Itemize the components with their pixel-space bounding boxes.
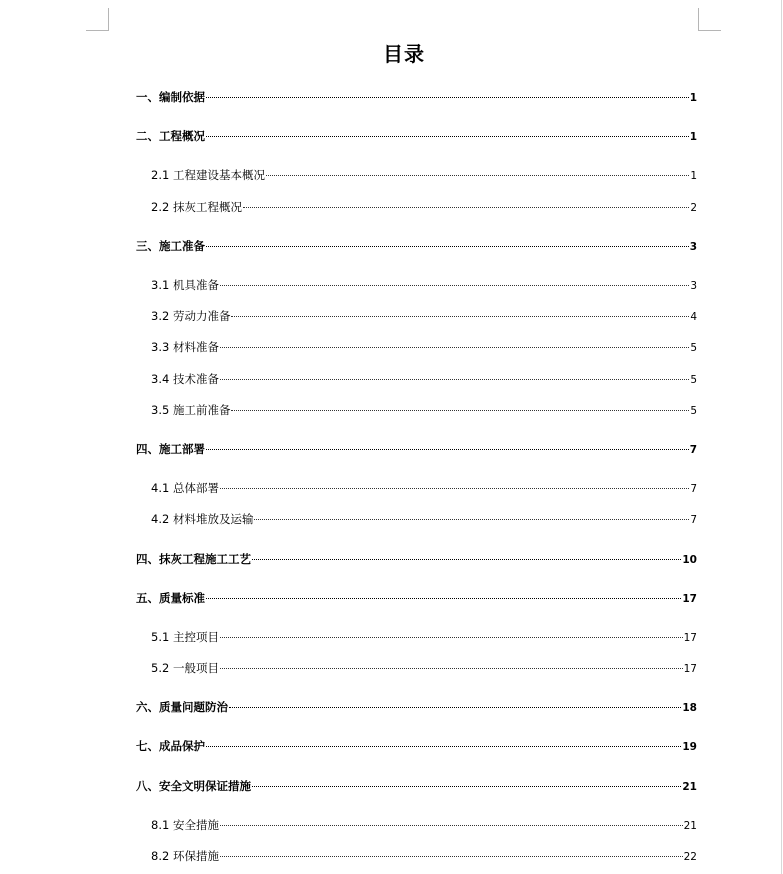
toc-entry-label: 四、抹灰工程施工工艺 [136, 552, 251, 566]
toc-entry-chapter[interactable] [136, 778, 697, 794]
toc-entry-section[interactable] [151, 339, 697, 355]
toc-dot-leader [252, 558, 681, 560]
toc-entry-chapter[interactable] [136, 89, 697, 105]
toc-dot-leader [229, 706, 681, 708]
toc-page-number: 3 [690, 280, 697, 292]
toc-page-number: 5 [690, 405, 697, 417]
toc-entry-label: 3.1 机具准备 [151, 278, 219, 292]
toc-entry-label: 2.1 工程建设基本概况 [151, 168, 265, 182]
toc-dot-leader [220, 855, 683, 857]
toc-entry-chapter[interactable] [136, 441, 697, 457]
toc-entry-chapter[interactable] [136, 738, 697, 754]
toc-dot-leader [206, 597, 681, 599]
toc-dot-leader [266, 174, 689, 176]
toc-page-number: 7 [690, 483, 697, 495]
toc-entry-chapter[interactable] [136, 128, 697, 144]
toc-page-number: 2 [690, 202, 697, 214]
toc-entry-section[interactable] [151, 848, 697, 864]
toc-entry-label: 三、施工准备 [136, 239, 205, 253]
toc-entry-label: 六、质量问题防治 [136, 700, 228, 714]
toc-entry-section[interactable] [151, 371, 697, 387]
toc-dot-leader [220, 284, 689, 286]
toc-entry-label: 3.5 施工前准备 [151, 403, 231, 417]
toc-page-number: 4 [690, 311, 697, 323]
toc-dot-leader [206, 135, 689, 137]
toc-dot-leader [206, 96, 689, 98]
toc-page-number: 1 [689, 92, 697, 104]
toc-page-number: 7 [690, 514, 697, 526]
toc-entry-chapter[interactable] [136, 699, 697, 715]
toc-entry-label: 2.2 抹灰工程概况 [151, 200, 242, 214]
toc-entry-section[interactable] [151, 511, 697, 527]
toc-entry-label: 5.1 主控项目 [151, 630, 219, 644]
toc-entry-label: 3.4 技术准备 [151, 372, 219, 386]
toc-entry-label: 八、安全文明保证措施 [136, 779, 251, 793]
toc-page-number: 17 [682, 593, 697, 605]
toc-entry-label: 4.2 材料堆放及运输 [151, 512, 254, 526]
toc-dot-leader [231, 315, 689, 317]
page-title: 目录 [383, 42, 425, 66]
toc-entry-label: 七、成品保护 [136, 739, 205, 753]
toc-dot-leader [220, 378, 689, 380]
toc-entry-label: 4.1 总体部署 [151, 481, 219, 495]
toc-dot-leader [206, 745, 681, 747]
toc-page-number: 22 [683, 851, 697, 863]
toc-page-number: 17 [683, 663, 697, 675]
toc-page-number: 1 [690, 170, 697, 182]
toc-entry-section[interactable] [151, 402, 697, 418]
toc-entry-label: 四、施工部署 [136, 442, 205, 456]
toc-dot-leader [220, 824, 683, 826]
toc-page-number: 1 [689, 131, 697, 143]
toc-dot-leader [220, 346, 689, 348]
toc-page-number: 21 [682, 781, 697, 793]
toc-page-number: 5 [690, 374, 697, 386]
toc-dot-leader [206, 448, 689, 450]
toc-page-number: 3 [689, 241, 697, 253]
toc-entry-label: 3.2 劳动力准备 [151, 309, 231, 323]
toc-page-number: 18 [682, 702, 697, 714]
toc-entry-label: 二、工程概况 [136, 129, 205, 143]
toc-dot-leader [231, 409, 689, 411]
toc-entry-label: 一、编制依据 [136, 90, 205, 104]
toc-entry-section[interactable] [151, 308, 697, 324]
toc-dot-leader [220, 487, 689, 489]
toc-entry-label: 8.1 安全措施 [151, 818, 219, 832]
toc-dot-leader [220, 636, 683, 638]
toc-page-number: 5 [690, 342, 697, 354]
toc-page-number: 17 [683, 632, 697, 644]
toc-entry-label: 3.3 材料准备 [151, 340, 219, 354]
toc-dot-leader [206, 245, 689, 247]
toc-entry-section[interactable] [151, 480, 697, 496]
toc-page-number: 19 [682, 741, 697, 753]
toc-entry-section[interactable] [151, 277, 697, 293]
toc-dot-leader [254, 518, 689, 520]
toc-entry-section[interactable] [151, 660, 697, 676]
toc-entry-chapter[interactable] [136, 238, 697, 254]
toc-page-number: 7 [689, 444, 697, 456]
toc-entry-section[interactable] [151, 199, 697, 215]
toc-entry-label: 五、质量标准 [136, 591, 205, 605]
toc-entry-section[interactable] [151, 167, 697, 183]
toc-entry-label: 5.2 一般项目 [151, 661, 219, 675]
toc-entry-label: 8.2 环保措施 [151, 849, 219, 863]
toc-dot-leader [243, 206, 689, 208]
toc-entry-section[interactable] [151, 817, 697, 833]
toc-entry-chapter[interactable] [136, 551, 697, 567]
toc-entry-chapter[interactable] [136, 590, 697, 606]
toc-entry-section[interactable] [151, 629, 697, 645]
toc-page-number: 10 [682, 554, 697, 566]
toc-dot-leader [252, 785, 681, 787]
toc-dot-leader [220, 667, 683, 669]
toc-page-number: 21 [683, 820, 697, 832]
